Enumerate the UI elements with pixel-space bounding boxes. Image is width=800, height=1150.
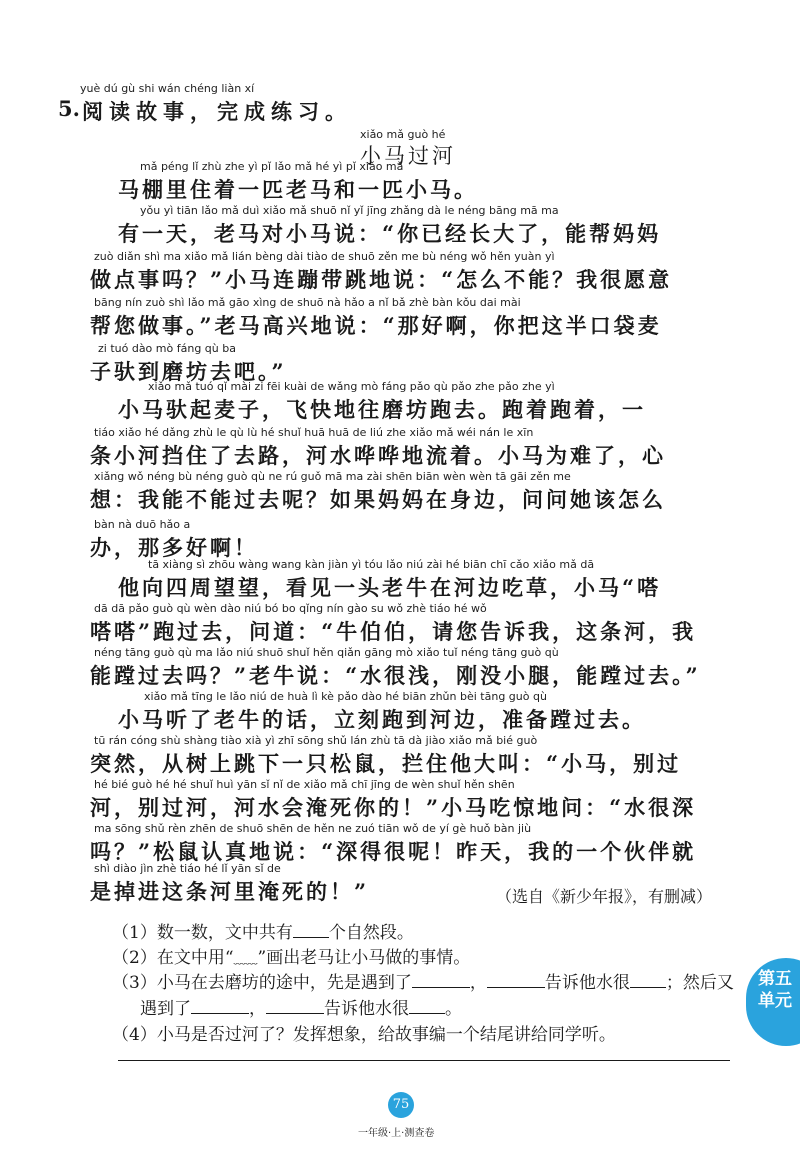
story-source: （选自《新少年报》，有删减）	[496, 887, 713, 906]
story-text-line: 能蹚过去吗？”老牛说：“水很浅，刚没小腿，能蹚过去。”	[90, 663, 701, 688]
story-text-line: 他向四周望望，看见一头老牛在河边吃草，小马“嗒	[118, 575, 662, 600]
story-text-line: 突然，从树上跳下一只松鼠，拦住他大叫：“小马，别过	[90, 751, 682, 776]
answer-blank[interactable]	[487, 973, 545, 988]
story-text-line: 想：我能不能过去呢？如果妈妈在身边，问问她该怎么	[90, 487, 666, 512]
story-text-line: 条小河挡住了去路，河水哗哗地流着。小马为难了，心	[90, 443, 666, 468]
answer-blank[interactable]	[191, 999, 249, 1014]
question-4: （4）小马是否过河了？发挥想象，给故事编一个结尾讲给同学听。	[112, 1025, 616, 1045]
story-pinyin-line: bàn nà duō hǎo a	[94, 518, 191, 531]
answer-line[interactable]	[118, 1060, 730, 1061]
exercise-pinyin: yuè dú gù shi wán chéng liàn xí	[80, 82, 255, 95]
question-3-line-1: （3）小马在去磨坊的途中，先是遇到了 ， 告诉他水很 ；然后又	[112, 973, 734, 993]
footer-label: 一年级·上·测查卷	[358, 1128, 435, 1139]
story-pinyin-line: néng tāng guò qù ma lǎo niú shuō shuǐ hěn qiǎn gāng mò xiǎo tuǐ néng tāng guò qù	[94, 646, 559, 659]
answer-blank[interactable]	[412, 973, 470, 988]
story-pinyin-line: yǒu yì tiān lǎo mǎ duì xiǎo mǎ shuō nǐ yǐ jīng zhǎng dà le néng bāng mā ma	[140, 204, 559, 217]
story-title: 小马过河	[360, 144, 456, 168]
story-pinyin-line: zi tuó dào mò fáng qù ba	[98, 342, 236, 355]
page-number: 75	[388, 1092, 414, 1118]
question-2: （2）在文中用“﹏﹏”画出老马让小马做的事情。	[112, 948, 471, 968]
story-pinyin-line: xiǎo mǎ tīng le lǎo niú de huà lì kè pǎo dào hé biān zhǔn bèi tāng guò qù	[144, 690, 547, 703]
story-text-line: 子驮到磨坊去吧。”	[90, 359, 287, 384]
story-text-line: 河，别过河，河水会淹死你的！”小马吃惊地问：“水很深	[90, 795, 697, 820]
story-pinyin-line: tū rán cóng shù shàng tiào xià yì zhī sōng shǔ lán zhù tā dà jiào xiǎo mǎ bié guò	[94, 734, 538, 747]
exercise-title: 阅读故事，完成练习。	[82, 99, 352, 124]
story-pinyin-line: tā xiàng sì zhōu wàng wang kàn jiàn yì tóu lǎo niú zài hé biān chī cǎo xiǎo mǎ dā	[148, 558, 595, 571]
story-text-line: 小马听了老牛的话，立刻跑到河边，准备蹚过去。	[118, 707, 646, 732]
answer-blank[interactable]	[409, 999, 445, 1014]
story-pinyin-line: bāng nín zuò shì lǎo mǎ gāo xìng de shuō nà hǎo a nǐ bǎ zhè bàn kǒu dai mài	[94, 296, 521, 309]
story-text-line: 小马驮起麦子，飞快地往磨坊跑去。跑着跑着，一	[118, 397, 646, 422]
story-text-line: 马棚里住着一匹老马和一匹小马。	[118, 177, 478, 202]
story-pinyin-line: shì diào jìn zhè tiáo hé lǐ yān sǐ de	[94, 862, 281, 875]
answer-blank[interactable]	[266, 999, 324, 1014]
story-title-pinyin: xiǎo mǎ guò hé	[360, 128, 446, 141]
answer-blank[interactable]	[293, 923, 329, 938]
exercise-number: 5.	[58, 96, 80, 121]
story-text-line: 嗒嗒”跑过去，问道：“牛伯伯，请您告诉我，这条河，我	[90, 619, 697, 644]
wavy-underline-mark: ﹏﹏	[233, 952, 258, 966]
question-3-line-2: 遇到了 ， 告诉他水很 。	[140, 999, 462, 1019]
story-text-line: 做点事吗？”小马连蹦带跳地说：“怎么不能？我很愿意	[90, 267, 673, 292]
story-pinyin-line: dā dā pǎo guò qù wèn dào niú bó bo qǐng nín gào su wǒ zhè tiáo hé wǒ	[94, 602, 487, 615]
story-pinyin-line: hé bié guò hé hé shuǐ huì yān sǐ nǐ de xiǎo mǎ chī jīng de wèn shuǐ hěn shēn	[94, 778, 515, 791]
story-text-line: 是掉进这条河里淹死的！”	[90, 879, 370, 904]
story-pinyin-line: xiǎng wǒ néng bù néng guò qù ne rú guǒ mā ma zài shēn biān wèn wèn tā gāi zěn me	[94, 470, 571, 483]
story-text-line: 帮您做事。”老马高兴地说：“那好啊，你把这半口袋麦	[90, 313, 662, 338]
story-pinyin-line: mǎ péng lǐ zhù zhe yì pǐ lǎo mǎ hé yì pǐ xiǎo mǎ	[140, 160, 404, 173]
answer-blank[interactable]	[630, 973, 666, 988]
story-text-line: 办，那多好啊！	[90, 535, 258, 560]
story-text-line: 吗？”松鼠认真地说：“深得很呢！昨天，我的一个伙伴就	[90, 839, 697, 864]
story-text-line: 有一天，老马对小马说：“你已经长大了，能帮妈妈	[118, 221, 662, 246]
story-pinyin-line: tiáo xiǎo hé dǎng zhù le qù lù hé shuǐ huā huā de liú zhe xiǎo mǎ wéi nán le xīn	[94, 426, 534, 439]
story-pinyin-line: xiǎo mǎ tuó qǐ mài zi fēi kuài de wǎng mò fáng pǎo qù pǎo zhe pǎo zhe yì	[148, 380, 555, 393]
question-1: （1）数一数，文中共有 个自然段。	[112, 923, 414, 943]
story-pinyin-line: ma sōng shǔ rèn zhēn de shuō shēn de hěn ne zuó tiān wǒ de yí gè huǒ bàn jiù	[94, 822, 532, 835]
unit-tab: 第五 单元	[746, 958, 800, 1046]
story-pinyin-line: zuò diǎn shì ma xiǎo mǎ lián bèng dài tiào de shuō zěn me bù néng wǒ hěn yuàn yì	[94, 250, 555, 263]
